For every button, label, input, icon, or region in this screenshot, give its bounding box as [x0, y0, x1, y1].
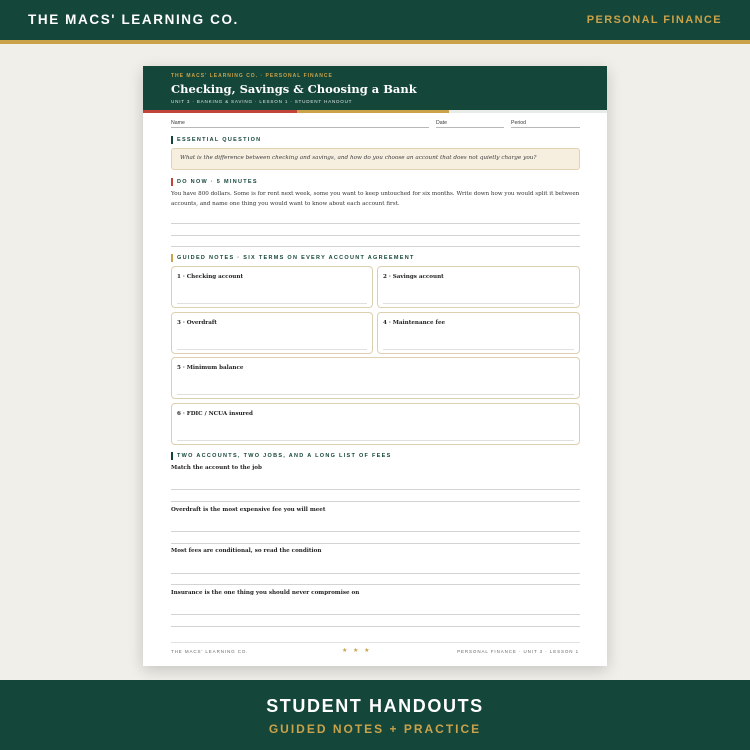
accent-bar-gold — [297, 110, 449, 113]
practice-prompt: Match the account to the job — [171, 465, 262, 471]
note-box-overdraft[interactable] — [171, 312, 373, 354]
note-line — [177, 303, 367, 304]
top-banner — [0, 0, 750, 40]
gold-divider — [0, 40, 750, 44]
bottom-banner-title: STUDENT HANDOUTS — [266, 696, 484, 716]
name-field-line[interactable] — [171, 127, 429, 128]
bottom-banner-subtitle: GUIDED NOTES + PRACTICE — [268, 722, 482, 736]
answer-line[interactable] — [171, 573, 580, 574]
note-term-title: 2 · Savings account — [383, 274, 444, 280]
period-field-label: Period — [511, 120, 526, 126]
handout-sheet — [143, 66, 607, 666]
note-box-minimum-balance[interactable] — [171, 357, 580, 399]
note-line — [383, 303, 574, 304]
answer-line[interactable] — [171, 584, 580, 585]
date-field-label: Date — [436, 120, 447, 126]
practice-prompt: Overdraft is the most expensive fee you will meet — [171, 507, 326, 513]
answer-line[interactable] — [171, 246, 580, 247]
footer-brand: THE MACS' LEARNING CO. — [171, 649, 249, 654]
answer-line[interactable] — [171, 543, 580, 544]
note-line — [177, 440, 574, 441]
note-term-title: 4 · Maintenance fee — [383, 320, 446, 326]
do-now-label: DO NOW · 5 MINUTES — [171, 179, 258, 185]
note-box-maintenance-fee[interactable] — [377, 312, 580, 354]
note-term-title: 6 · FDIC / NCUA insured — [177, 411, 253, 417]
answer-line[interactable] — [171, 501, 580, 502]
note-line — [177, 349, 367, 350]
answer-line[interactable] — [171, 614, 580, 615]
footer-course: PERSONAL FINANCE · UNIT 3 · LESSON 1 — [457, 649, 579, 654]
sheet-title: Checking, Savings & Choosing a Bank — [171, 82, 417, 96]
essential-question-text: What is the difference between checking and savings, and how do you choose an account that does not quietly charge you? — [180, 155, 537, 161]
name-field-label: Name — [171, 120, 185, 126]
period-field-line[interactable] — [511, 127, 580, 128]
note-line — [177, 394, 574, 395]
essential-question-box — [171, 148, 580, 170]
note-term-title: 5 · Minimum balance — [177, 365, 244, 371]
sheet-eyebrow: THE MACS' LEARNING CO. · PERSONAL FINANCE — [171, 73, 333, 79]
essential-question-label: ESSENTIAL QUESTION — [171, 137, 261, 143]
note-term-title: 3 · Overdraft — [177, 320, 217, 326]
bottom-banner — [0, 680, 750, 750]
answer-line[interactable] — [171, 626, 580, 627]
note-box-savings-account[interactable] — [377, 266, 580, 308]
note-line — [383, 349, 574, 350]
guided-notes-label: GUIDED NOTES · SIX TERMS ON EVERY ACCOUNT AGREEMENT — [171, 255, 415, 261]
topic-label: PERSONAL FINANCE — [586, 14, 722, 26]
note-term-title: 1 · Checking account — [177, 274, 244, 280]
note-box-fdic-ncua[interactable] — [171, 403, 580, 445]
footer-stars: ★ ★ ★ — [342, 648, 372, 654]
footer-divider — [171, 642, 580, 643]
answer-line[interactable] — [171, 223, 580, 224]
answer-line[interactable] — [171, 489, 580, 490]
do-now-text: You have 800 dollars. Some is for rent next week, some you want to keep untouched for six months. Write down how you would split it between accounts, and name one thing you would want to know about each account first. — [171, 191, 580, 207]
practice-prompt: Insurance is the one thing you should never compromise on — [171, 590, 360, 596]
practice-label: TWO ACCOUNTS, TWO JOBS, AND A LONG LIST OF FEES — [171, 453, 392, 459]
brand-name: THE MACS' LEARNING CO. — [28, 12, 239, 27]
sheet-subtitle: UNIT 3 · BANKING & SAVING · LESSON 1 · STUDENT HANDOUT — [171, 99, 353, 104]
accent-bar-light — [449, 110, 607, 113]
date-field-line[interactable] — [436, 127, 504, 128]
sheet-header — [143, 66, 607, 110]
answer-line[interactable] — [171, 531, 580, 532]
answer-line[interactable] — [171, 235, 580, 236]
practice-prompt: Most fees are conditional, so read the condition — [171, 548, 322, 554]
note-box-checking-account[interactable] — [171, 266, 373, 308]
accent-bar-red — [143, 110, 297, 113]
